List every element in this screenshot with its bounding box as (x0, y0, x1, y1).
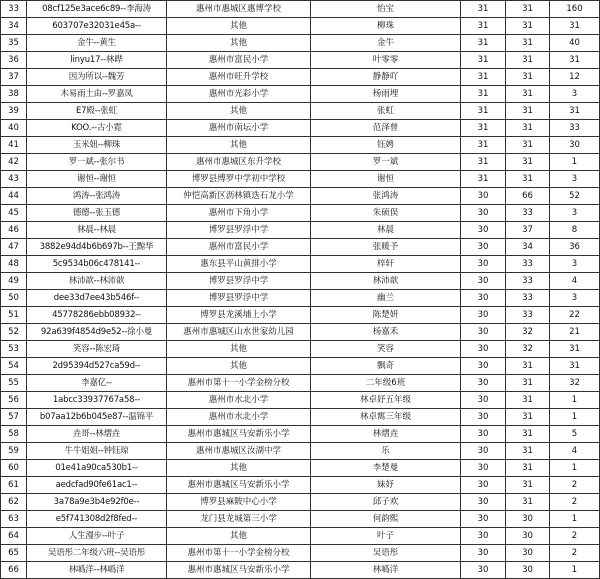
display-name-cell: 杨嘉禾 (311, 324, 461, 341)
table-row (1, 205, 600, 222)
score-b-cell: 31 (506, 392, 550, 409)
rank-cell: 53 (1, 341, 27, 358)
display-name-cell: 李楚曼 (311, 460, 461, 477)
score-a-cell: 31 (461, 1, 506, 18)
school-cell: 其他 (167, 358, 311, 375)
table-row (1, 86, 600, 103)
school-cell: 惠州市惠城区东升学校 (167, 154, 311, 171)
display-name-cell: 梓轩 (311, 256, 461, 273)
school-cell: 惠州市惠城区汝湖中学 (167, 443, 311, 460)
participant-cell: 林沛歆--林沛歆 (27, 273, 167, 290)
count-cell: 21 (550, 324, 600, 341)
participant-cell: 牛牛姐姐--钟钰琼 (27, 443, 167, 460)
count-cell: 32 (550, 375, 600, 392)
display-name-cell: 罗一斌 (311, 154, 461, 171)
school-cell: 博罗县博罗中学初中学校 (167, 171, 311, 188)
participant-cell: 08cf125e3ace6c89--李海涛 (27, 1, 167, 18)
count-cell: 36 (550, 239, 600, 256)
score-a-cell: 30 (461, 341, 506, 358)
participant-cell: 92a639f4854d9e52--徐小曼 (27, 324, 167, 341)
rank-cell: 36 (1, 52, 27, 69)
rank-cell: 55 (1, 375, 27, 392)
score-a-cell: 31 (461, 103, 506, 120)
display-name-cell: 陈楚妍 (311, 307, 461, 324)
display-name-cell: 张鸿涛 (311, 188, 461, 205)
school-cell: 惠州市下角小学 (167, 205, 311, 222)
score-a-cell: 30 (461, 477, 506, 494)
table-row (1, 392, 600, 409)
rank-cell: 43 (1, 171, 27, 188)
participant-cell: 金牛--黄生 (27, 35, 167, 52)
table-row (1, 494, 600, 511)
table-row (1, 307, 600, 324)
rank-cell: 60 (1, 460, 27, 477)
display-name-cell: 二年级6班 (311, 375, 461, 392)
score-b-cell: 31 (506, 494, 550, 511)
table-row (1, 290, 600, 307)
score-a-cell: 30 (461, 562, 506, 579)
participant-cell: 因为所以--魏芳 (27, 69, 167, 86)
score-b-cell: 33 (506, 256, 550, 273)
score-a-cell: 30 (461, 392, 506, 409)
participant-cell: 吴语彤二年级六班--吴语彤 (27, 545, 167, 562)
participant-cell: 603707e32031e45a-- (27, 18, 167, 35)
score-a-cell: 31 (461, 171, 506, 188)
display-name-cell: 柳珠 (311, 18, 461, 35)
count-cell: 52 (550, 188, 600, 205)
rank-cell: 35 (1, 35, 27, 52)
score-a-cell: 30 (461, 528, 506, 545)
display-name-cell: 叶子 (311, 528, 461, 545)
school-cell: 仲恺高新区沥林镇迭石龙小学 (167, 188, 311, 205)
display-name-cell: 乐 (311, 443, 461, 460)
table-row (1, 460, 600, 477)
score-a-cell: 30 (461, 290, 506, 307)
count-cell: 31 (550, 18, 600, 35)
display-name-cell: 林晨 (311, 222, 461, 239)
school-cell: 博罗县龙溪埔上小学 (167, 307, 311, 324)
participant-cell: 01e41a90ca530b1-- (27, 460, 167, 477)
score-a-cell: 30 (461, 256, 506, 273)
count-cell: 1 (550, 392, 600, 409)
score-b-cell: 37 (506, 222, 550, 239)
table-row (1, 137, 600, 154)
count-cell: 31 (550, 52, 600, 69)
score-a-cell: 30 (461, 545, 506, 562)
table-row (1, 443, 600, 460)
score-b-cell: 31 (506, 120, 550, 137)
display-name-cell: 飘奇 (311, 358, 461, 375)
table-row (1, 273, 600, 290)
school-cell: 博罗县罗浮中学 (167, 290, 311, 307)
score-b-cell: 31 (506, 375, 550, 392)
rank-cell: 58 (1, 426, 27, 443)
rank-cell: 52 (1, 324, 27, 341)
rank-cell: 48 (1, 256, 27, 273)
participant-cell: 鸿涛--张鸿涛 (27, 188, 167, 205)
score-a-cell: 30 (461, 324, 506, 341)
count-cell: 2 (550, 528, 600, 545)
rank-cell: 57 (1, 409, 27, 426)
school-cell: 惠州市惠城区山水世家幼儿园 (167, 324, 311, 341)
table-row (1, 1, 600, 18)
rank-cell: 47 (1, 239, 27, 256)
table-row (1, 222, 600, 239)
participant-cell: 德德--张玉德 (27, 205, 167, 222)
table-row (1, 239, 600, 256)
participant-cell: 45778286ebb08932-- (27, 307, 167, 324)
display-name-cell: 林卓寯三年级 (311, 409, 461, 426)
rank-cell: 63 (1, 511, 27, 528)
table-row (1, 545, 600, 562)
rank-cell: 41 (1, 137, 27, 154)
rank-cell: 39 (1, 103, 27, 120)
rank-cell: 44 (1, 188, 27, 205)
count-cell: 3 (550, 256, 600, 273)
school-cell: 博罗县麻陂中心小学 (167, 494, 311, 511)
score-b-cell: 31 (506, 86, 550, 103)
participant-cell: 罗一斌--张尔书 (27, 154, 167, 171)
display-name-cell: 邱子欢 (311, 494, 461, 511)
display-name-cell: 杨雨埋 (311, 86, 461, 103)
display-name-cell: 林噅洋 (311, 562, 461, 579)
table-row (1, 477, 600, 494)
score-a-cell: 31 (461, 137, 506, 154)
score-b-cell: 31 (506, 409, 550, 426)
participant-cell: 3882e94d4b6b697b--王黥华 (27, 239, 167, 256)
rank-cell: 56 (1, 392, 27, 409)
rank-cell: 65 (1, 545, 27, 562)
rank-cell: 62 (1, 494, 27, 511)
score-a-cell: 30 (461, 460, 506, 477)
participant-cell: dee33d7ee43b546f-- (27, 290, 167, 307)
table-row (1, 511, 600, 528)
count-cell: 31 (550, 341, 600, 358)
count-cell: 31 (550, 103, 600, 120)
school-cell: 惠州市惠城区马安新乐小学 (167, 477, 311, 494)
display-name-cell: 吴语彤 (311, 545, 461, 562)
participant-cell: 林噅洋--林噅洋 (27, 562, 167, 579)
table-row (1, 562, 600, 579)
score-b-cell: 31 (506, 477, 550, 494)
score-b-cell: 31 (506, 18, 550, 35)
display-name-cell: 静静吖 (311, 69, 461, 86)
school-cell: 龙门县龙城第三小学 (167, 511, 311, 528)
score-b-cell: 34 (506, 239, 550, 256)
rank-cell: 38 (1, 86, 27, 103)
score-a-cell: 31 (461, 52, 506, 69)
display-name-cell: 何韵熙 (311, 511, 461, 528)
table-row (1, 154, 600, 171)
rank-cell: 37 (1, 69, 27, 86)
school-cell: 惠州市惠城区马安新乐小学 (167, 562, 311, 579)
score-b-cell: 31 (506, 52, 550, 69)
score-a-cell: 31 (461, 18, 506, 35)
display-name-cell: 怡宝 (311, 1, 461, 18)
rank-cell: 46 (1, 222, 27, 239)
score-a-cell: 30 (461, 443, 506, 460)
school-cell: 惠州市第十一小学金榜分校 (167, 375, 311, 392)
count-cell: 31 (550, 358, 600, 375)
display-name-cell: 范泽曾 (311, 120, 461, 137)
table-row (1, 341, 600, 358)
score-a-cell: 30 (461, 205, 506, 222)
participant-cell: 5c9534b06c478141-- (27, 256, 167, 273)
count-cell: 4 (550, 273, 600, 290)
rank-cell: 49 (1, 273, 27, 290)
score-b-cell: 33 (506, 273, 550, 290)
score-a-cell: 31 (461, 69, 506, 86)
school-cell: 其他 (167, 460, 311, 477)
count-cell: 22 (550, 307, 600, 324)
school-cell: 惠州市富民小学 (167, 239, 311, 256)
participant-cell: 林晨--林晨 (27, 222, 167, 239)
score-a-cell: 30 (461, 307, 506, 324)
score-b-cell: 31 (506, 154, 550, 171)
count-cell: 1 (550, 511, 600, 528)
table-row (1, 171, 600, 188)
count-cell: 2 (550, 494, 600, 511)
score-b-cell: 32 (506, 341, 550, 358)
table-row (1, 358, 600, 375)
school-cell: 其他 (167, 528, 311, 545)
participant-cell: 笑容--陈宏琦 (27, 341, 167, 358)
participant-cell: E7殿--张虹 (27, 103, 167, 120)
school-cell: 惠州市水北小学 (167, 409, 311, 426)
count-cell: 1 (550, 562, 600, 579)
rank-cell: 51 (1, 307, 27, 324)
display-name-cell: 妹妤 (311, 477, 461, 494)
rank-cell: 40 (1, 120, 27, 137)
score-b-cell: 33 (506, 307, 550, 324)
score-b-cell: 31 (506, 69, 550, 86)
score-a-cell: 30 (461, 358, 506, 375)
table-row (1, 528, 600, 545)
count-cell: 8 (550, 222, 600, 239)
school-cell: 惠州市南坛小学 (167, 120, 311, 137)
display-name-cell: 张暖予 (311, 239, 461, 256)
participant-cell: 2d95394d527ca59d-- (27, 358, 167, 375)
rank-cell: 45 (1, 205, 27, 222)
score-a-cell: 30 (461, 375, 506, 392)
score-b-cell: 31 (506, 103, 550, 120)
display-name-cell: 叶零零 (311, 52, 461, 69)
participant-cell: linyu17--林晔 (27, 52, 167, 69)
score-a-cell: 30 (461, 409, 506, 426)
score-b-cell: 31 (506, 460, 550, 477)
score-b-cell: 31 (506, 171, 550, 188)
table-row (1, 35, 600, 52)
rank-cell: 59 (1, 443, 27, 460)
display-name-cell: 林熠垚 (311, 426, 461, 443)
score-b-cell: 31 (506, 137, 550, 154)
participant-cell: e5f741308d2f8fed-- (27, 511, 167, 528)
score-b-cell: 31 (506, 426, 550, 443)
count-cell: 12 (550, 69, 600, 86)
display-name-cell: 张虹 (311, 103, 461, 120)
count-cell: 3 (550, 86, 600, 103)
school-cell: 其他 (167, 341, 311, 358)
school-cell: 其他 (167, 137, 311, 154)
score-b-cell: 32 (506, 324, 550, 341)
display-name-cell: 林卓妤五年级 (311, 392, 461, 409)
score-a-cell: 31 (461, 120, 506, 137)
participant-cell: 垚哥--林熠垚 (27, 426, 167, 443)
display-name-cell: 金牛 (311, 35, 461, 52)
count-cell: 33 (550, 120, 600, 137)
table-row (1, 69, 600, 86)
participant-cell: 木易雨土由--罗嘉凤 (27, 86, 167, 103)
rank-cell: 34 (1, 18, 27, 35)
score-b-cell: 30 (506, 528, 550, 545)
score-a-cell: 30 (461, 494, 506, 511)
rank-cell: 42 (1, 154, 27, 171)
score-b-cell: 31 (506, 35, 550, 52)
table-row (1, 375, 600, 392)
participant-cell: 人生漫步--叶子 (27, 528, 167, 545)
school-cell: 惠州市惠城区惠博学校 (167, 1, 311, 18)
participant-cell: 玉米妞--柳珠 (27, 137, 167, 154)
rank-cell: 66 (1, 562, 27, 579)
school-cell: 其他 (167, 35, 311, 52)
table-row (1, 120, 600, 137)
count-cell: 2 (550, 477, 600, 494)
score-b-cell: 31 (506, 443, 550, 460)
table-row (1, 426, 600, 443)
rank-cell: 61 (1, 477, 27, 494)
table-row (1, 188, 600, 205)
rank-cell: 64 (1, 528, 27, 545)
school-cell: 惠州市光彩小学 (167, 86, 311, 103)
score-b-cell: 33 (506, 205, 550, 222)
participant-cell: KOO.--古小霓 (27, 120, 167, 137)
count-cell: 2 (550, 545, 600, 562)
count-cell: 1 (550, 460, 600, 477)
school-cell: 惠州市惠城区马安新乐小学 (167, 426, 311, 443)
display-name-cell: 谢恒 (311, 171, 461, 188)
school-cell: 惠州市旺升学校 (167, 69, 311, 86)
school-cell: 惠东县平山黄排小学 (167, 256, 311, 273)
score-a-cell: 30 (461, 188, 506, 205)
score-b-cell: 31 (506, 1, 550, 18)
count-cell: 1 (550, 409, 600, 426)
participant-cell: 3a78a9e3b4e92f0e-- (27, 494, 167, 511)
rank-cell: 50 (1, 290, 27, 307)
school-cell: 博罗县罗浮中学 (167, 222, 311, 239)
count-cell: 5 (550, 426, 600, 443)
score-a-cell: 30 (461, 222, 506, 239)
count-cell: 160 (550, 1, 600, 18)
school-cell: 博罗县罗浮中学 (167, 273, 311, 290)
school-cell: 其他 (167, 18, 311, 35)
score-b-cell: 31 (506, 358, 550, 375)
display-name-cell: 钰娉 (311, 137, 461, 154)
score-b-cell: 30 (506, 562, 550, 579)
table-row (1, 18, 600, 35)
display-name-cell: 笑容 (311, 341, 461, 358)
display-name-cell: 幽兰 (311, 290, 461, 307)
count-cell: 40 (550, 35, 600, 52)
rank-cell: 33 (1, 1, 27, 18)
participant-cell: 李嘉亿-- (27, 375, 167, 392)
participant-cell: aedcfad90fe61ac1-- (27, 477, 167, 494)
score-a-cell: 30 (461, 273, 506, 290)
score-a-cell: 30 (461, 511, 506, 528)
table-row (1, 52, 600, 69)
score-b-cell: 66 (506, 188, 550, 205)
score-b-cell: 33 (506, 290, 550, 307)
participant-cell: b07aa12b6b045e87--温锦平 (27, 409, 167, 426)
participant-cell: 谢恒--谢恒 (27, 171, 167, 188)
school-cell: 惠州市水北小学 (167, 392, 311, 409)
count-cell: 30 (550, 137, 600, 154)
table-row (1, 409, 600, 426)
score-a-cell: 31 (461, 154, 506, 171)
school-cell: 其他 (167, 103, 311, 120)
school-cell: 惠州市第十一小学金榜分校 (167, 545, 311, 562)
participant-cell: 1abcc33937767a58-- (27, 392, 167, 409)
table-row (1, 324, 600, 341)
score-a-cell: 30 (461, 426, 506, 443)
rank-cell: 54 (1, 358, 27, 375)
score-b-cell: 30 (506, 545, 550, 562)
count-cell: 1 (550, 154, 600, 171)
school-cell: 惠州市富民小学 (167, 52, 311, 69)
table-body (1, 1, 600, 579)
count-cell: 3 (550, 171, 600, 188)
count-cell: 3 (550, 205, 600, 222)
count-cell: 4 (550, 443, 600, 460)
score-a-cell: 31 (461, 86, 506, 103)
score-b-cell: 30 (506, 511, 550, 528)
display-name-cell: 朱硕俣 (311, 205, 461, 222)
count-cell: 3 (550, 290, 600, 307)
score-a-cell: 30 (461, 239, 506, 256)
table-row (1, 256, 600, 273)
score-a-cell: 31 (461, 35, 506, 52)
table-row (1, 103, 600, 120)
display-name-cell: 林沛歆 (311, 273, 461, 290)
